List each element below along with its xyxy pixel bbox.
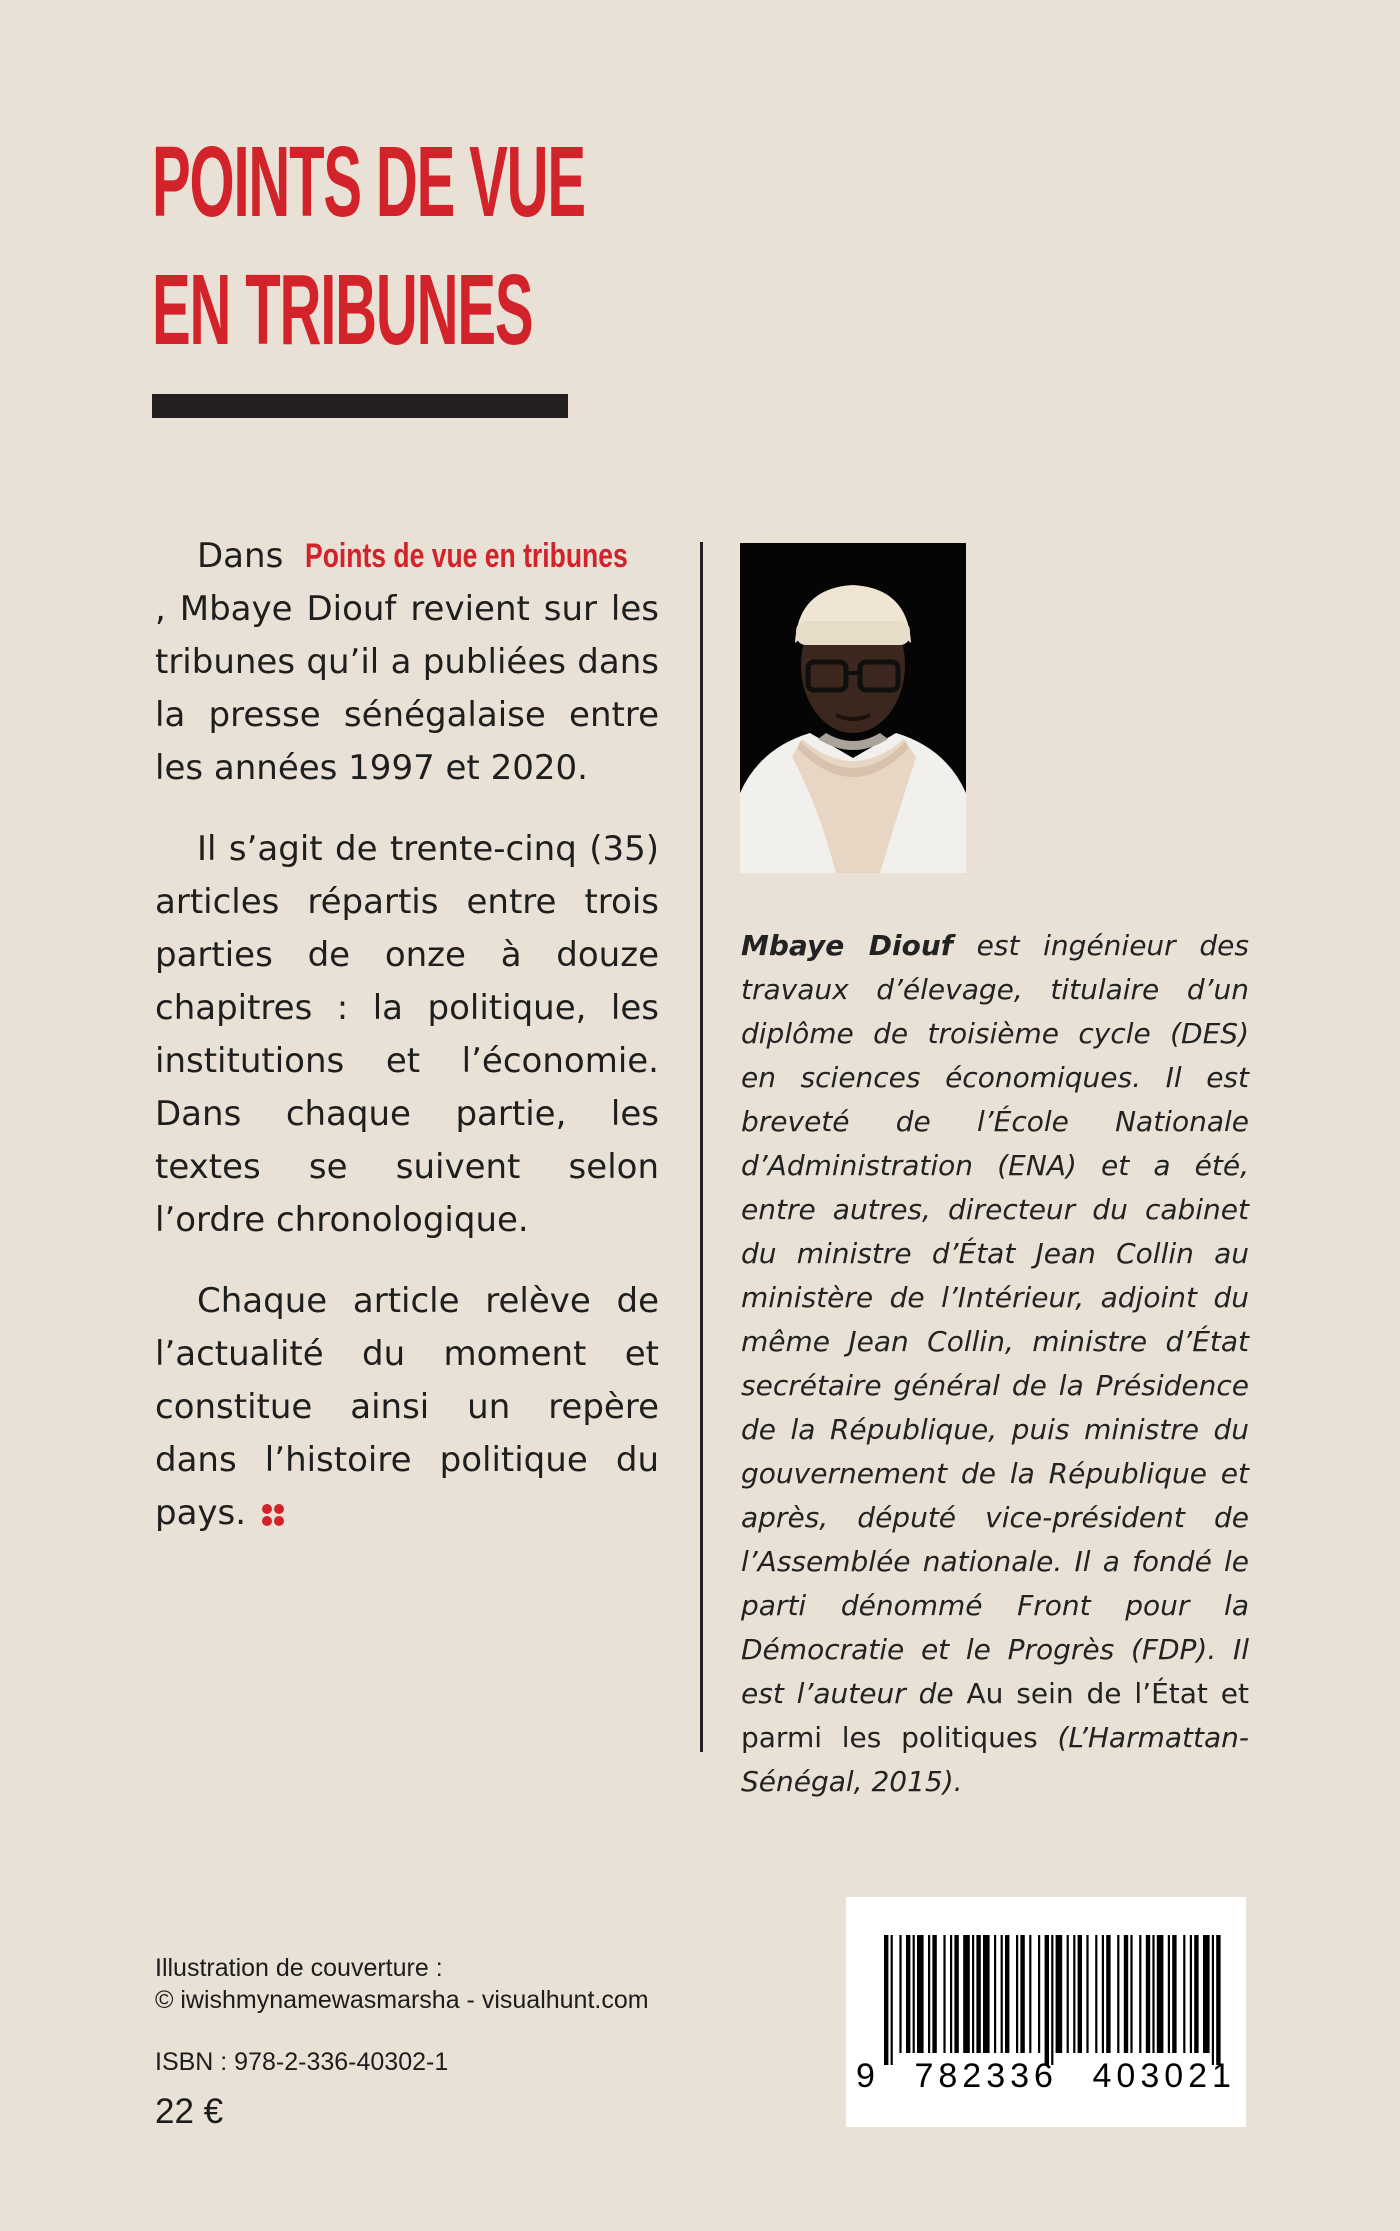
barcode-bar xyxy=(954,1935,958,2053)
barcode-bar xyxy=(950,1935,952,2053)
credits-value: © iwishmynamewasmarsha - visualhunt.com xyxy=(155,1986,649,2014)
barcode-bar xyxy=(1038,1935,1040,2053)
summary-rest: , Mbaye Diouf revient sur les tribunes qu’il a publiées dans la presse sénégalaise entre les années 1997 et 2020. xyxy=(155,589,659,788)
book-price: 22 € xyxy=(155,2092,224,2131)
barcode-bar xyxy=(1020,1935,1024,2053)
barcode-bar xyxy=(1073,1935,1075,2053)
barcode-bar xyxy=(884,1935,888,2065)
barcode-bar xyxy=(1067,1935,1069,2053)
barcode-bar xyxy=(1106,1935,1110,2053)
barcode-bar xyxy=(1139,1935,1141,2053)
author-photo xyxy=(740,543,966,873)
title-line-1: POINTS DE VUE xyxy=(152,126,585,238)
barcode-digit-group-2: 403021 xyxy=(1092,2057,1236,2095)
column-divider xyxy=(700,542,703,1752)
barcode-bar xyxy=(1157,1935,1164,2053)
barcode-bar xyxy=(906,1935,910,2053)
barcode-bar xyxy=(1086,1935,1088,2053)
summary-paragraph-2: Il s’agit de trente-cinq (35) articles répartis entre trois parties de onze à douze chapitres : la politique, les institutions et l’économie. Dans chaque partie, les textes se suivent selon l’ordre chronologique. xyxy=(155,829,659,1240)
barcode-bar xyxy=(976,1935,980,2053)
author-bio-text: est ingénieur des travaux d’élevage, titulaire d’un diplôme de troisième cycle (DES) en sciences économiques. Il est breveté de l’École Nationale d’Administration (ENA) et a été, entre autres, directeur du cabinet du ministre d’État Jean Collin au ministère de l’Intérieur, adjoint du même Jean Collin, ministre d’État secrétaire général de la Présidence de la République, puis ministre du gouvernement de la République et après, député vice-président de l’Assemblée nationale. Il a fondé le parti dénommé Front pour la Démocratie et le Progrès (FDP). Il est l’auteur de xyxy=(741,929,1249,1710)
end-of-text-ornament-icon xyxy=(260,1502,286,1528)
barcode-bar xyxy=(928,1935,930,2053)
summary-column xyxy=(155,530,659,1568)
barcode-bar xyxy=(1117,1935,1119,2053)
barcode-bar xyxy=(1168,1935,1170,2053)
barcode-digit-lead: 9 xyxy=(856,2057,880,2095)
barcode-bar xyxy=(1051,1935,1053,2065)
barcode-bar xyxy=(1172,1935,1176,2053)
author-previous-book: Au sein de l’État et parmi les politiques xyxy=(741,1677,1249,1754)
barcode-bar xyxy=(1095,1935,1097,2053)
barcode-digits xyxy=(856,2057,1236,2096)
credits-label: Illustration de couverture : xyxy=(155,1954,443,1982)
summary-paragraph-1 xyxy=(155,530,659,795)
barcode-bar xyxy=(972,1935,974,2053)
barcode-bar xyxy=(1016,1935,1018,2053)
barcode-bar xyxy=(943,1935,945,2053)
cover-credits xyxy=(155,1952,649,2016)
barcode-bar xyxy=(1001,1935,1003,2053)
barcode-bar xyxy=(932,1935,936,2053)
barcode-bar xyxy=(1152,1935,1154,2053)
author-biography xyxy=(741,924,1249,1804)
summary-paragraph-3 xyxy=(155,1275,659,1540)
barcode-bar xyxy=(1194,1935,1198,2053)
barcode-bar xyxy=(963,1935,970,2053)
barcode-bar xyxy=(994,1935,996,2053)
barcode-bar xyxy=(983,1935,990,2053)
barcode-bar xyxy=(1045,1935,1049,2065)
title-line-2: EN TRIBUNES xyxy=(152,254,533,366)
book-title xyxy=(152,118,585,374)
barcode-bar xyxy=(1005,1935,1009,2053)
barcode-bar xyxy=(1190,1935,1192,2053)
summary-book-title: Points de vue en tribunes xyxy=(305,537,628,575)
barcode-bar xyxy=(899,1935,901,2053)
barcode-bar xyxy=(917,1935,924,2053)
author-name: Mbaye Diouf xyxy=(741,929,953,962)
barcode-bar xyxy=(1203,1935,1210,2053)
barcode-bar xyxy=(1130,1935,1132,2053)
isbn-number: ISBN : 978-2-336-40302-1 xyxy=(155,2048,449,2076)
author-previous-book-publisher: (L’Harmattan-Sénégal, 2015). xyxy=(741,1721,1249,1798)
title-underline-rule xyxy=(152,394,568,418)
barcode-bar xyxy=(1102,1935,1104,2053)
barcode-panel xyxy=(846,1897,1246,2127)
barcode-bar xyxy=(1216,1935,1220,2065)
author-portrait-illustration xyxy=(740,543,966,873)
barcode-bar xyxy=(1212,1935,1214,2065)
barcode-bar xyxy=(1078,1935,1082,2053)
barcode-bar xyxy=(1056,1935,1063,2053)
summary-intro: Dans xyxy=(197,536,284,576)
barcode-bar xyxy=(1146,1935,1150,2053)
barcode-bar xyxy=(891,1935,893,2065)
barcode-bar xyxy=(1183,1935,1185,2053)
barcode-digit-group-1: 782336 xyxy=(914,2057,1058,2095)
barcode-bar xyxy=(1124,1935,1128,2053)
barcode-bar xyxy=(913,1935,915,2053)
summary-p3-text: Chaque article relève de l’actualité du moment et constitue ainsi un repère dans l’histoire politique du pays. xyxy=(155,1281,659,1533)
barcode-bar xyxy=(1029,1935,1031,2053)
